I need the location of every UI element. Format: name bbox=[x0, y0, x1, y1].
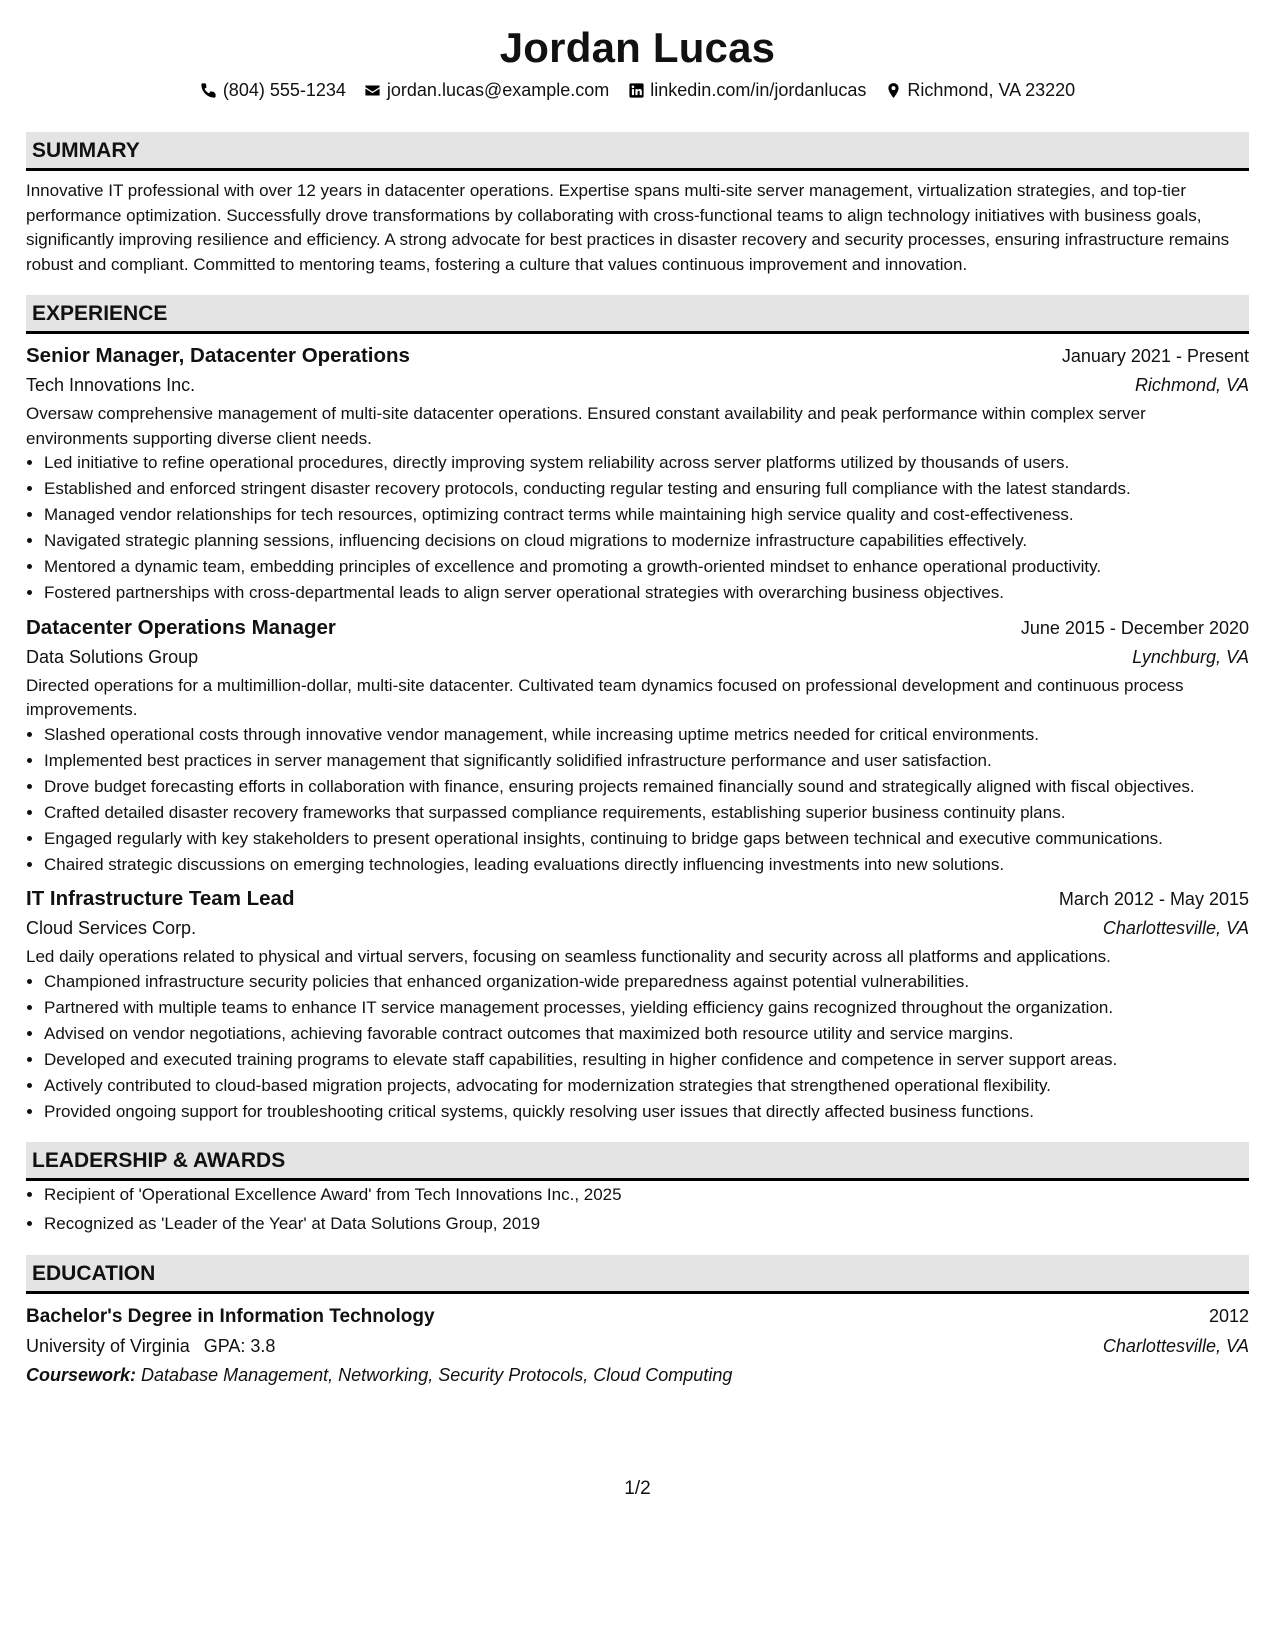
page-number: 1/2 bbox=[624, 1478, 651, 1499]
list-item: • Partnered with multiple teams to enhance IT service management processes, yielding efficiency gains recognized throughout the organization. bbox=[44, 996, 1249, 1021]
list-item: • Championed infrastructure security policies that enhanced organization-wide preparedness against potential vulnerabilities. bbox=[44, 970, 1249, 995]
list-item: • Provided ongoing support for troubleshooting critical systems, quickly resolving user issues that directly affected business functions. bbox=[44, 1100, 1249, 1125]
list-item: • Slashed operational costs through innovative vendor management, while increasing uptime metrics needed for critical environments. bbox=[44, 723, 1249, 748]
list-item: • Implemented best practices in server management that significantly solidified infrastructure performance and user satisfaction. bbox=[44, 749, 1249, 774]
contact-phone[interactable] bbox=[200, 78, 346, 102]
school-location: Charlottesville, VA bbox=[1102, 1335, 1249, 1356]
job-dates: June 2015 - December 2020 bbox=[1020, 617, 1249, 638]
list-item: • Advised on vendor negotiations, achieving favorable contract outcomes that maximized both resource utility and service margins. bbox=[44, 1022, 1249, 1047]
education-entry bbox=[26, 1302, 1249, 1389]
list-item: • Chaired strategic discussions on emerging technologies, leading evaluations directly influencing investments into new solutions. bbox=[44, 853, 1249, 878]
location-text: Richmond, VA 23220 bbox=[907, 80, 1076, 100]
job-dates: March 2012 - May 2015 bbox=[1058, 889, 1249, 909]
list-item: • Established and enforced stringent disaster recovery protocols, conducting regular testing and ensuring full compliance with the latest standards. bbox=[44, 477, 1249, 502]
list-item: • Recognized as 'Leader of the Year' at Data Solutions Group, 2019 bbox=[44, 1210, 1249, 1237]
coursework-label: Coursework: bbox=[26, 1364, 137, 1385]
degree-title: Bachelor's Degree in Information Technology bbox=[26, 1305, 435, 1327]
list-item: • Recipient of 'Operational Excellence Award' from Tech Innovations Inc., 2025 bbox=[44, 1181, 1249, 1208]
contact-bar bbox=[26, 78, 1249, 102]
job-title: IT Infrastructure Team Lead bbox=[26, 887, 295, 910]
job-entry bbox=[26, 885, 1249, 1124]
list-item: • Crafted detailed disaster recovery frameworks that surpassed compliance requirements, establishing superior business continuity plans. bbox=[44, 801, 1249, 826]
summary-heading: SUMMARY bbox=[26, 132, 1249, 171]
coursework-line bbox=[26, 1361, 1249, 1389]
map-pin-icon bbox=[884, 81, 902, 99]
school-name: University of Virginia bbox=[26, 1335, 190, 1356]
job-bullets bbox=[26, 451, 1249, 606]
company-name: Cloud Services Corp. bbox=[26, 918, 197, 938]
school-line bbox=[26, 1331, 275, 1361]
job-entry bbox=[26, 614, 1249, 878]
job-description: Oversaw comprehensive management of multi-site datacenter operations. Ensured constant availability and peak performance within complex server environments supporting diverse client needs. bbox=[26, 404, 1146, 448]
list-item: • Developed and executed training programs to elevate staff capabilities, resulting in higher confidence and competence in server support areas. bbox=[44, 1048, 1249, 1073]
leadership-heading: LEADERSHIP & AWARDS bbox=[26, 1142, 1249, 1181]
phone-icon bbox=[200, 81, 218, 99]
summary-text: Innovative IT professional with over 12 years in datacenter operations. Expertise spans multi-site server management, virtualization strategies, and top-tier performance optimization. Successfully drove transformations by collaborating with cross-functional teams to align technology initiatives with business goals, significantly improving resilience and efficiency. A strong advocate for best practices in disaster recovery and security processes, ensuring infrastructure remains robust and compliant. Committed to mentoring teams, fostering a culture that values continuous improvement and innovation. bbox=[26, 181, 1230, 274]
job-location: Lynchburg, VA bbox=[1132, 646, 1249, 667]
gpa: GPA: 3.8 bbox=[203, 1335, 276, 1356]
job-bullets bbox=[26, 970, 1249, 1125]
linkedin-icon bbox=[627, 81, 645, 99]
company-name: Data Solutions Group bbox=[26, 646, 199, 667]
job-entry bbox=[26, 342, 1249, 606]
list-item: • Drove budget forecasting efforts in collaboration with finance, ensuring projects remained financially sound and strategically aligned with fiscal objectives. bbox=[44, 775, 1249, 800]
contact-email[interactable] bbox=[364, 78, 609, 102]
job-location: Richmond, VA bbox=[1134, 375, 1249, 395]
contact-location bbox=[884, 78, 1075, 102]
job-description: Led daily operations related to physical and virtual servers, focusing on seamless functionality and security across all platforms and applications. bbox=[26, 947, 1111, 966]
experience-heading: EXPERIENCE bbox=[26, 295, 1249, 334]
list-item: • Fostered partnerships with cross-departmental leads to align server operational strategies with overarching business objectives. bbox=[44, 581, 1249, 606]
company-name: Tech Innovations Inc. bbox=[26, 375, 196, 395]
coursework-list: Database Management, Networking, Security Protocols, Cloud Computing bbox=[141, 1364, 733, 1385]
list-item: • Engaged regularly with key stakeholders to present operational insights, continuing to bridge gaps between technical and executive communications. bbox=[44, 827, 1249, 852]
list-item: • Managed vendor relationships for tech resources, optimizing contract terms while maintaining high service quality and cost-effectiveness. bbox=[44, 503, 1249, 528]
job-description: Directed operations for a multimillion-dollar, multi-site datacenter. Cultivated team dynamics focused on professional development and continuous process improvements. bbox=[26, 675, 1184, 719]
candidate-name: Jordan Lucas bbox=[499, 24, 776, 71]
job-location: Charlottesville, VA bbox=[1102, 918, 1249, 938]
envelope-icon bbox=[364, 81, 382, 99]
job-dates: January 2021 - Present bbox=[1061, 346, 1249, 366]
contact-linkedin[interactable] bbox=[627, 78, 866, 102]
list-item: • Navigated strategic planning sessions, influencing decisions on cloud migrations to modernize infrastructure capabilities effectively. bbox=[44, 529, 1249, 554]
list-item: • Mentored a dynamic team, embedding principles of excellence and promoting a growth-oriented mindset to enhance operational productivity. bbox=[44, 555, 1249, 580]
job-title: Senior Manager, Datacenter Operations bbox=[26, 344, 410, 367]
awards-list bbox=[26, 1181, 1249, 1237]
email-text: jordan.lucas@example.com bbox=[386, 80, 610, 100]
job-title: Datacenter Operations Manager bbox=[26, 615, 336, 639]
graduation-year: 2012 bbox=[1208, 1305, 1249, 1326]
list-item: • Led initiative to refine operational procedures, directly improving system reliability across server platforms utilized by thousands of users. bbox=[44, 451, 1249, 476]
job-bullets bbox=[26, 723, 1249, 878]
phone-text: (804) 555-1234 bbox=[222, 80, 346, 100]
linkedin-text: linkedin.com/in/jordanlucas bbox=[650, 80, 867, 100]
education-heading: EDUCATION bbox=[26, 1255, 1249, 1294]
list-item: • Actively contributed to cloud-based migration projects, advocating for modernization strategies that strengthened operational flexibility. bbox=[44, 1074, 1249, 1099]
